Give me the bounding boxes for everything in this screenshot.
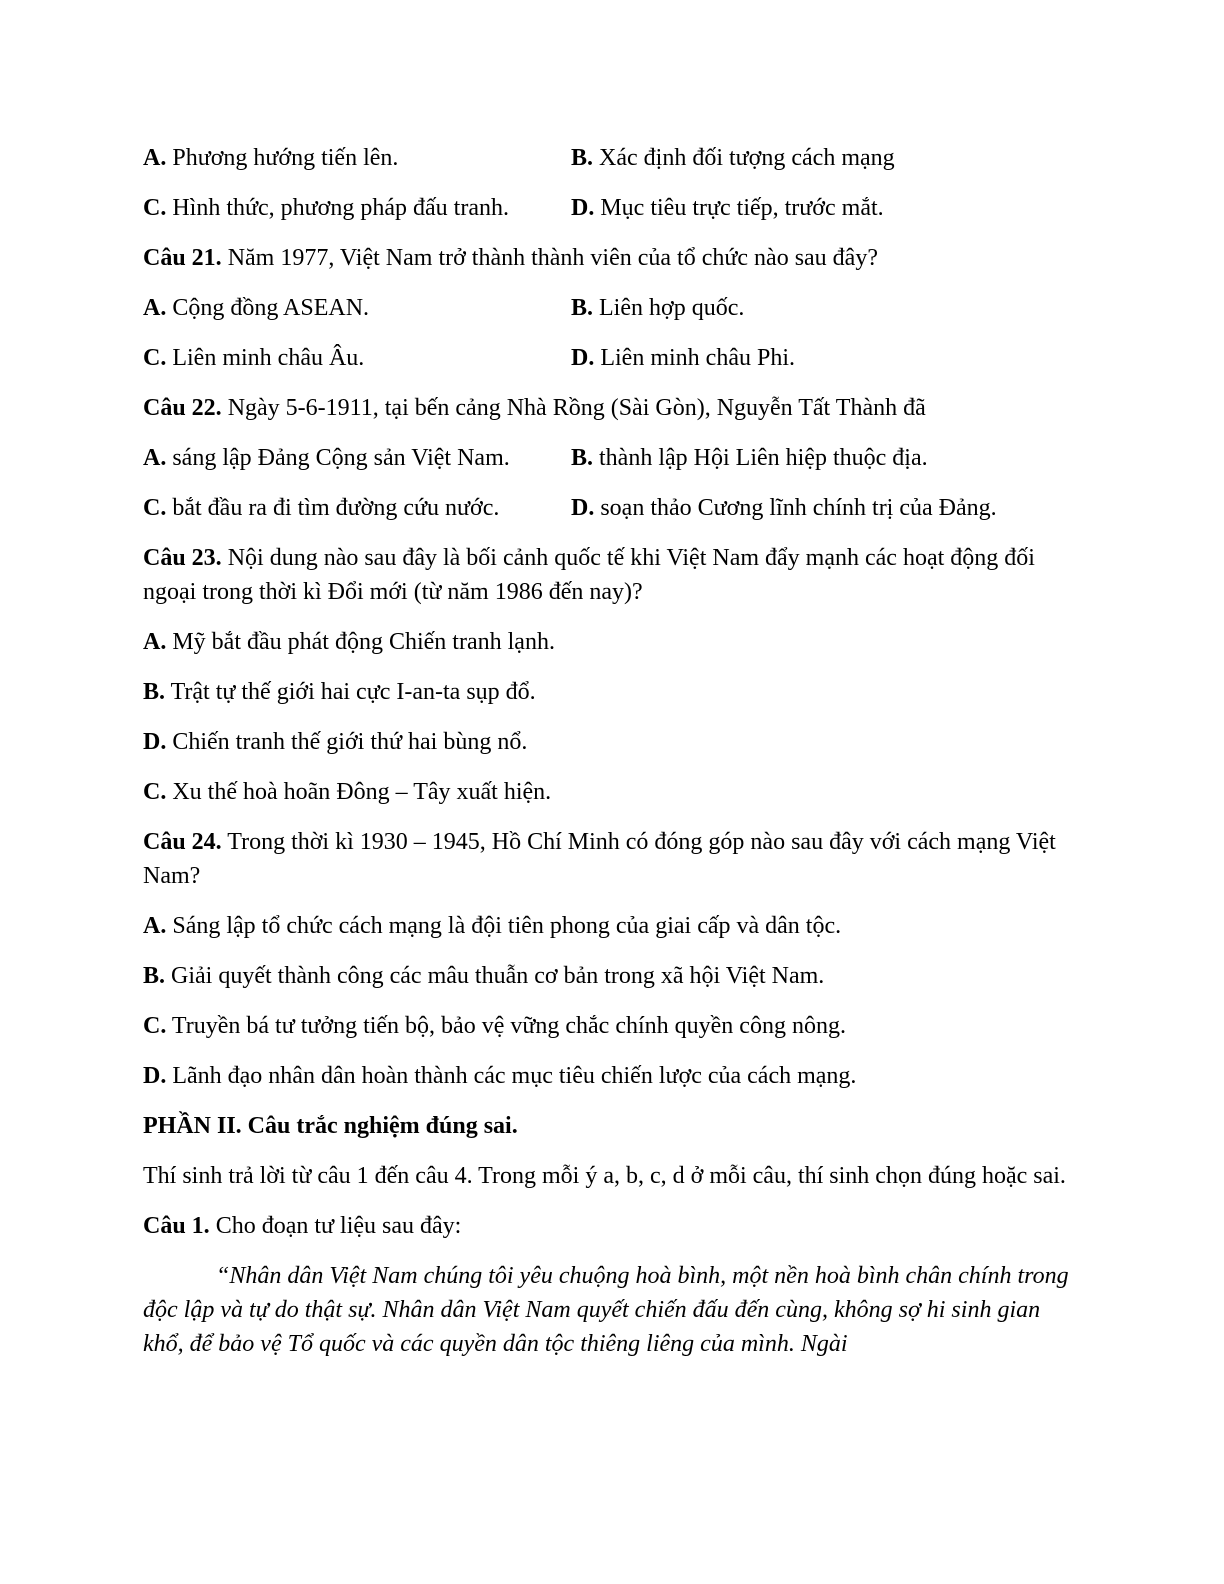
option-text: Trật tự thế giới hai cực I-an-ta sụp đổ. bbox=[165, 679, 536, 705]
q22-options-row-1 bbox=[143, 441, 1073, 491]
q22-option-a bbox=[143, 441, 571, 475]
option-text: Phương hướng tiến lên. bbox=[166, 145, 399, 171]
question-21 bbox=[143, 241, 1073, 291]
question-label: Câu 24. bbox=[143, 829, 222, 855]
option-text: Mỹ bắt đầu phát động Chiến tranh lạnh. bbox=[166, 629, 555, 655]
q21-option-b bbox=[571, 291, 1073, 325]
option-label: D. bbox=[571, 495, 595, 521]
option-label: D. bbox=[571, 195, 595, 221]
option-label: D. bbox=[571, 345, 595, 371]
question-text: Năm 1977, Việt Nam trở thành thành viên của tổ chức nào sau đây? bbox=[221, 245, 878, 271]
question-24 bbox=[143, 825, 1073, 893]
option-text: Lãnh đạo nhân dân hoàn thành các mục tiêu chiến lược của cách mạng. bbox=[166, 1063, 857, 1089]
section-heading-text: PHẦN II. Câu trắc nghiệm đúng sai. bbox=[143, 1113, 518, 1139]
option-label: A. bbox=[143, 445, 167, 471]
q22-option-c bbox=[143, 491, 571, 525]
q22-option-d bbox=[571, 491, 1073, 525]
option-label: D. bbox=[143, 729, 167, 755]
q22-options-row-2 bbox=[143, 491, 1073, 541]
q24-option-c bbox=[143, 1009, 1073, 1059]
question-text: Nội dung nào sau đây là bối cảnh quốc tế khi Việt Nam đẩy mạnh các hoạt động đối ngoại trong thời kì Đổi mới (từ năm 1986 đến nay)? bbox=[143, 545, 1035, 605]
option-text: soạn thảo Cương lĩnh chính trị của Đảng. bbox=[594, 495, 997, 521]
question-22 bbox=[143, 391, 1073, 441]
option-label: B. bbox=[143, 963, 166, 989]
option-text: Xác định đối tượng cách mạng bbox=[593, 145, 895, 171]
q22-option-b bbox=[571, 441, 1073, 475]
q23-option-1 bbox=[143, 625, 1073, 675]
option-text: Chiến tranh thế giới thứ hai bùng nổ. bbox=[166, 729, 528, 755]
section-instruction: Thí sinh trả lời từ câu 1 đến câu 4. Trong mỗi ý a, b, c, d ở mỗi câu, thí sinh chọn đúng hoặc sai. bbox=[143, 1163, 1066, 1189]
q24-option-d bbox=[143, 1059, 1073, 1109]
q23-option-2 bbox=[143, 675, 1073, 725]
option-label: A. bbox=[143, 629, 167, 655]
part2-question-1 bbox=[143, 1209, 1073, 1259]
option-text: Liên minh châu Phi. bbox=[594, 345, 795, 371]
q21-option-c bbox=[143, 341, 571, 375]
option-label: C. bbox=[143, 495, 167, 521]
question-label: Câu 1. bbox=[143, 1213, 210, 1239]
section-heading bbox=[143, 1109, 1073, 1159]
option-label: D. bbox=[143, 1063, 167, 1089]
q21-option-a bbox=[143, 291, 571, 325]
option-label: C. bbox=[143, 1013, 167, 1039]
q23-option-4 bbox=[143, 775, 1073, 825]
q20-option-c bbox=[143, 191, 571, 225]
q20-options-row-2 bbox=[143, 191, 1073, 241]
option-text: Cộng đồng ASEAN. bbox=[166, 295, 370, 321]
option-text: Liên minh châu Âu. bbox=[166, 345, 365, 371]
question-label: Câu 21. bbox=[143, 245, 222, 271]
question-label: Câu 22. bbox=[143, 395, 222, 421]
q24-option-a bbox=[143, 909, 1073, 959]
option-text: Mục tiêu trực tiếp, trước mắt. bbox=[594, 195, 884, 221]
option-label: A. bbox=[143, 295, 167, 321]
document-page bbox=[143, 141, 1073, 1361]
option-text: thành lập Hội Liên hiệp thuộc địa. bbox=[593, 445, 928, 471]
option-label: C. bbox=[143, 345, 167, 371]
q21-options-row-1 bbox=[143, 291, 1073, 341]
q24-option-b bbox=[143, 959, 1073, 1009]
option-text: sáng lập Đảng Cộng sản Việt Nam. bbox=[166, 445, 510, 471]
option-text: Truyền bá tư tưởng tiến bộ, bảo vệ vững chắc chính quyền công nông. bbox=[166, 1013, 846, 1039]
q20-option-d bbox=[571, 191, 1073, 225]
option-label: B. bbox=[143, 679, 166, 705]
option-text: Giải quyết thành công các mâu thuẫn cơ bản trong xã hội Việt Nam. bbox=[165, 963, 825, 989]
question-text: Cho đoạn tư liệu sau đây: bbox=[209, 1213, 462, 1239]
question-text: Trong thời kì 1930 – 1945, Hồ Chí Minh có đóng góp nào sau đây với cách mạng Việt Nam? bbox=[143, 829, 1056, 889]
option-label: A. bbox=[143, 145, 167, 171]
option-label: B. bbox=[571, 445, 594, 471]
option-label: C. bbox=[143, 195, 167, 221]
option-label: B. bbox=[571, 295, 594, 321]
option-label: A. bbox=[143, 913, 167, 939]
question-label: Câu 23. bbox=[143, 545, 222, 571]
q20-options-row-1 bbox=[143, 141, 1073, 191]
question-text: Ngày 5-6-1911, tại bến cảng Nhà Rồng (Sài Gòn), Nguyễn Tất Thành đã bbox=[221, 395, 926, 421]
quoted-source-text: “Nhân dân Việt Nam chúng tôi yêu chuộng hoà bình, một nền hoà bình chân chính trong độc lập và tự do thật sự. Nhân dân Việt Nam quyết chiến đấu đến cùng, không sợ hi sinh gian khổ, để bảo vệ Tổ quốc và các quyền dân tộc thiêng liêng của mình. Ngài bbox=[143, 1263, 1069, 1357]
option-text: Liên hợp quốc. bbox=[593, 295, 745, 321]
option-text: Xu thế hoà hoãn Đông – Tây xuất hiện. bbox=[166, 779, 552, 805]
question-23 bbox=[143, 541, 1073, 609]
option-label: C. bbox=[143, 779, 167, 805]
option-text: Hình thức, phương pháp đấu tranh. bbox=[166, 195, 509, 221]
option-text: Sáng lập tổ chức cách mạng là đội tiên phong của giai cấp và dân tộc. bbox=[166, 913, 842, 939]
q20-option-a bbox=[143, 141, 571, 175]
q21-option-d bbox=[571, 341, 1073, 375]
q20-option-b bbox=[571, 141, 1073, 175]
option-label: B. bbox=[571, 145, 594, 171]
q23-option-3 bbox=[143, 725, 1073, 775]
option-text: bắt đầu ra đi tìm đường cứu nước. bbox=[166, 495, 500, 521]
q21-options-row-2 bbox=[143, 341, 1073, 391]
